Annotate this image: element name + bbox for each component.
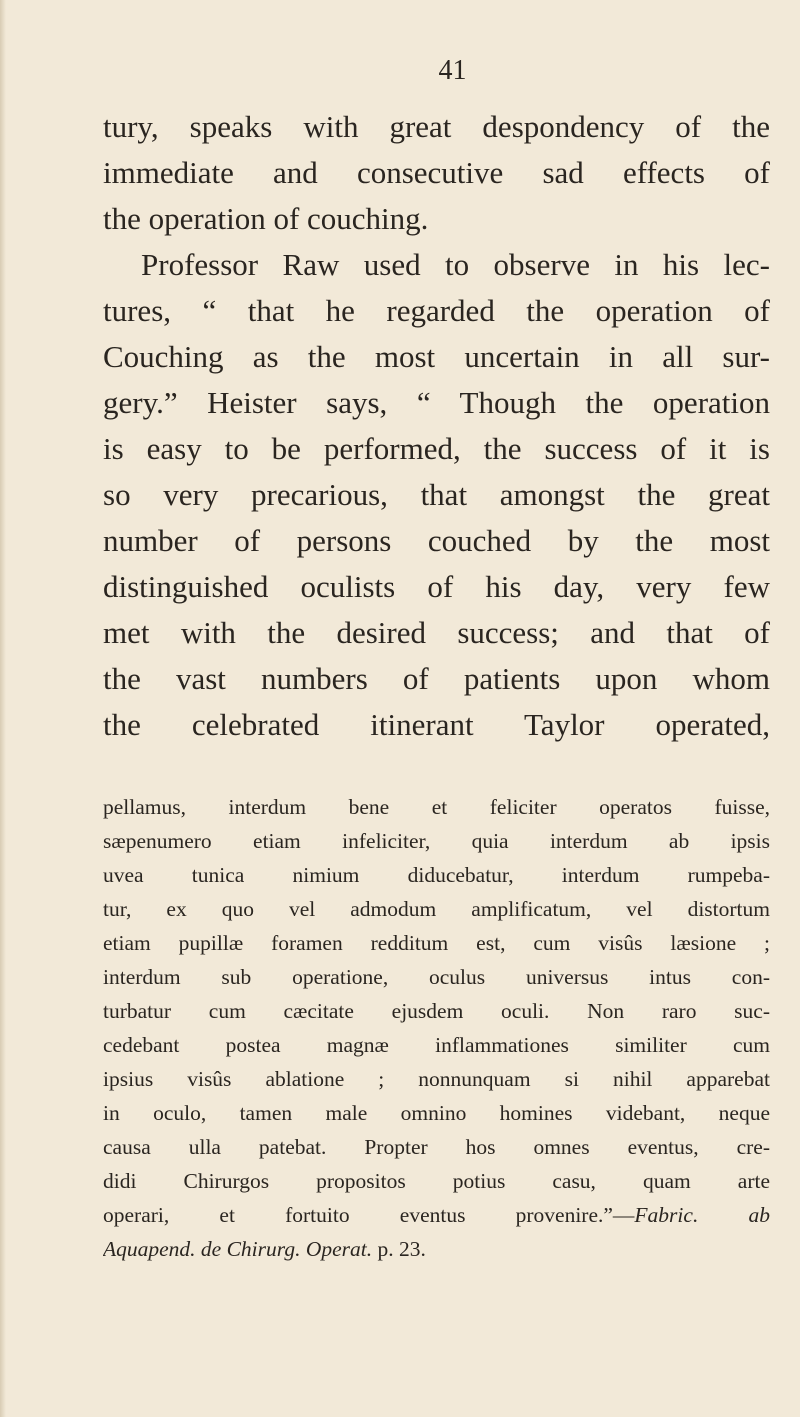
page-number: 41 [438,55,467,86]
text-line: met with the desired success; and that of [103,615,770,650]
footnote-text: operari, et fortuito eventus provenire.”— [103,1203,635,1227]
text-line: the operation of couching. [103,201,429,236]
text-line: immediate and consecutive sad effects of [103,155,770,190]
footnote-line: pellamus, interdum bene et feliciter operatos fuisse, [103,795,770,819]
footnote-line: uvea tunica nimium diducebatur, interdum rumpeba- [103,863,770,887]
footnote-line: didi Chirurgos propositos potius casu, quam arte [103,1169,770,1193]
page-edge-shadow [0,0,6,1417]
text-line: tures, “ that he regarded the operation of [103,293,770,328]
text-line: the celebrated itinerant Taylor operated, [103,707,770,742]
footnote-line: ipsius visûs ablatione ; nonnunquam si nihil apparebat [103,1067,770,1091]
footnote-line [103,1232,770,1266]
main-text [103,104,770,748]
citation-source: Aquapend. de Chirurg. Operat. [103,1237,373,1261]
citation-source: Fabric. ab [634,1203,770,1227]
footnote [103,790,770,1266]
text-line: distinguished oculists of his day, very few [103,569,770,604]
text-line: so very precarious, that amongst the great [103,477,770,512]
text-line: Professor Raw used to observe in his lec- [141,247,770,282]
text-line: number of persons couched by the most [103,523,770,558]
footnote-line: etiam pupillæ foramen redditum est, cum visûs læsione ; [103,931,770,955]
footnote-line: cedebant postea magnæ inflammationes similiter cum [103,1033,770,1057]
text-line: tury, speaks with great despondency of the [103,109,770,144]
text-line: Couching as the most uncertain in all sur- [103,339,770,374]
footnote-line: turbatur cum cæcitate ejusdem oculi. Non raro suc- [103,999,770,1023]
citation-page: p. 23. [372,1237,426,1261]
text-line: the vast numbers of patients upon whom [103,661,770,696]
footnote-line: sæpenumero etiam infeliciter, quia interdum ab ipsis [103,829,770,853]
text-line: gery.” Heister says, “ Though the operation [103,385,770,420]
footnote-line: tur, ex quo vel admodum amplificatum, vel distortum [103,897,770,921]
text-line: is easy to be performed, the success of it is [103,431,770,466]
footnote-line: causa ulla patebat. Propter hos omnes eventus, cre- [103,1135,770,1159]
footnote-line: in oculo, tamen male omnino homines videbant, neque [103,1101,770,1125]
footnote-line: interdum sub operatione, oculus universus intus con- [103,965,770,989]
footnote-line [103,1198,770,1232]
